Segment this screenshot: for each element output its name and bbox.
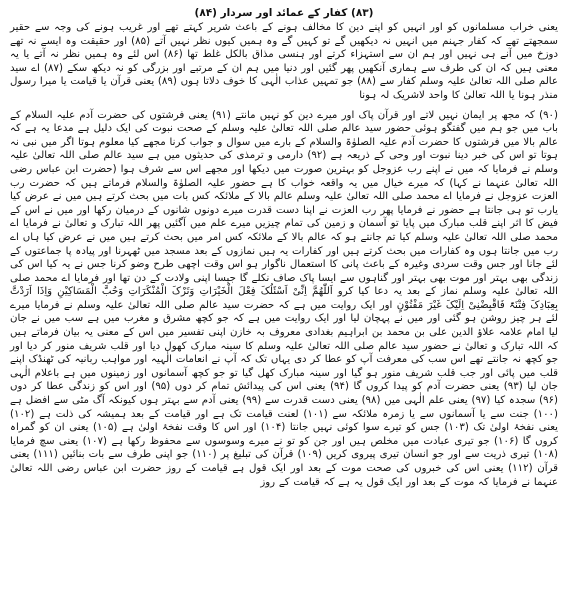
footnote-heading: (۸۳) کفار کے عمائد اور سردار (۸۴) <box>194 7 374 19</box>
footnote-paragraph-1: یعنی خراب مسلمانوں کو اور انہیں کو اپنے دین کا مخالف ہونے کے باعث شریر کہتے تھے اور غریب ہونے کی وجہ سے حقیر سمجھتے تھے کہ کفار جہنم میں انہیں نہ دیکھیں گے تو کہیں گے وہ ہمیں کیوں نظر نہیں آتے (۸۵) اور حقیقت وہ ایسے نہ تھے دوزخ میں آنے ہی نہیں اور ہم ان سے استہزاء کرتے اور ہنسی مذاق بالکل غلط تھا (۸۶) اس لئے وہ ہمیں نظر نہ آتے یا یہ معنی ہیں کہ ان کی طرف سے ہماری آنکھیں پھر گئیں اور دنیا میں ہم ان کے مرتبے اور بزرگی کو نہ دیکھ سکے (۸۷) اے سید عالم صلی اللہ تعالیٰ علیہ وسلم کفار سے (۸۸) جو تمہیں عذاب الٰہی کا خوف دلاتا ہوں (۸۹) یعنی قرآن یا قیامت یا میرا رسول منذر ہونا یا اللہ تعالیٰ کا واحد لاشریک لہ ہونا <box>10 22 559 101</box>
footnote-paragraph-2: (۹۰) کہ مجھ پر ایمان نہیں لاتے اور قرآن پاک اور میرے دین کو نہیں مانتے (۹۱) یعنی فرشتوں کی حضرت آدم علیہ السلام کے باب میں جو ہم میں گفتگو ہوئی حضور سید عالم صلی اللہ تعالیٰ علیہ وسلم کے صحت نبوت کی ایک دلیل ہے مدعا یہ ہے کہ عالم بالا میں فرشتوں کا حضرت آدم علیہ الصلوٰۃ والسلام کے بارے میں سوال و جواب کرنا مجھے کیا معلوم ہوتا اگر میں نبی نہ ہوتا تو اس کی خبر دینا نبوت اور وحی کے ذریعہ ہے (۹۲) دارمی و ترمذی کی حدیثوں میں ہے سید عالم صلی اللہ تعالیٰ علیہ وسلم نے فرمایا کہ میں نے اپنے رب عزوجل کو بہترین صورت میں دیکھا اور مجھے اس سے شرف ہوا (حضرت ابن عباس رضی اللہ تعالیٰ عنہما نے کہا) کہ میرے خیال میں یہ واقعہ خواب کا ہے حضور علیہ الصلوٰۃ والسلام فرماتے ہیں کہ حضرت رب العزت عزوجل نے فرمایا اے محمد صلی اللہ تعالیٰ علیہ وسلم عالم بالا کے ملائکہ کس بات میں بحث کرتے ہیں میں نے عرض کیا یارب تو ہی جانتا ہے حضور نے فرمایا پھر رب العزت نے اپنا دست قدرت میرے دونوں شانوں کے درمیان رکھا اور میں نے اس کے فیض کا اثر اپنے قلب مبارک میں پایا تو آسمان و زمین کی تمام چیزیں میرے علم میں آگئیں پھر اللہ تبارک و تعالیٰ نے فرمایا اے محمد صلی اللہ تعالیٰ علیہ وسلم کیا تم جانتے ہو کہ عالم بالا کے ملائکہ کس امر میں بحث کرتے ہیں میں نے عرض کیا ہاں اے رب میں جانتا ہوں وہ کفارات میں بحث کرتے ہیں اور کفارات یہ ہیں نمازوں کے بعد مسجد میں ٹھہرنا اور پیادہ پا جماعتوں کے لئے جانا اور جس وقت سردی وغیرہ کے باعث پانی کا استعمال ناگوار ہو اس وقت اچھی طرح وضو کرنا جس نے یہ کیا اس کی زندگی بھی بہتر اور موت بھی بہتر اور گناہوں سے ایسا پاک صاف نکلے گا جیسا اپنی ولادت کے دن تھا اور فرمایا اے محمد صلی اللہ تعالیٰ علیہ وسلم نماز کے بعد یہ دعا کیا کرو اَللّٰھُمَّ اِنِّیْ اَسْئَلُکَ فِعْلَ الْخَیْرَاتِ وَتَرْکَ الْمُنْکَرَاتِ وَحُبَّ الْمَسَاکِیْنِ وَاِذَا اَرَدْتَّ بِعِبَادِکَ فِتْنَۃً فَاقْبِضْنِیْ اِلَیْکَ غَیْرَ مَفْتُوْنٍ اور ایک روایت میں ہے کہ حضرت سید عالم صلی اللہ تعالیٰ علیہ وسلم نے فرمایا میرے لئے ہر چیز روشن ہو گئی اور میں نے پہچان لیا اور ایک روایت میں ہے کہ جو کچھ مشرق و مغرب میں ہے سب میں نے جان لیا امام علامہ علاؤ الدین علی بن محمد بن ابراہیم بغدادی معروف بہ خازن اپنی تفسیر میں اس کے معنی یہ بیان فرماتے ہیں کہ اللہ تبارک و تعالیٰ نے حضور سید عالم صلی اللہ تعالیٰ علیہ وسلم کا سینہ مبارک کھول دیا اور قلب شریف منور کر دیا اور جو کچھ نہ جانتے تھے اس سب کی معرفت آپ کو عطا کر دی یہاں تک کہ آپ نے انعامات الٰہیہ اور مواہب ربانیہ کی ٹھنڈک اپنے قلب میں پائی اور جب قلب شریف منور ہو گیا اور سینہ مبارک کھل گیا تو جو کچھ آسمانوں اور زمینوں میں ہے باعلام الٰہی جان لیا (۹۳) یعنی حضرت آدم کو پیدا کروں گا (۹۴) یعنی اس کی پیدائش تمام کر دوں (۹۵) اور اس کو زندگی عطا کر دوں (۹۶) سجدہ کیا (۹۷) یعنی علم الٰہی میں (۹۸) یعنی دست قدرت سے (۹۹) یعنی آدم سے بہتر ہوں کیونکہ آگ مٹی سے افضل ہے (۱۰۰) جنت سے یا آسمانوں سے یا زمرہ ملائکہ سے (۱۰۱) لعنت قیامت تک ہے اور قیامت کے بعد ہمیشہ کی ذلت ہے (۱۰۲) یعنی نفخۂ اولیٰ تک (۱۰۳) جس کو تیرے سوا کوئی نہیں جانتا (۱۰۴) اور اس کا وقت نفخۂ اولیٰ ہے (۱۰۵) یعنی ان کو گمراہ کروں گا (۱۰۶) جو تیری عبادت میں مخلص ہیں اور جن کو تو نے میرے وسوسوں سے محفوظ رکھا ہے (۱۰۷) یعنی سچ فرمایا (۱۰۸) تیری ذریت سے اور جو انسان تیری پیروی کریں (۱۰۹) قرآن کی تبلیغ پر (۱۱۰) جو اپنی طرف سے بات بنائیں (۱۱۱) یعنی قرآن (۱۱۲) یعنی اس کی خبروں کی صحت موت کے بعد اور ایک قول ہے قیامت کے روز حضرت ابن عباس رضی اللہ تعالیٰ عنہما نے فرمایا کہ موت کے بعد اور ایک قول یہ ہے کہ قیامت کے روز <box>10 109 559 488</box>
